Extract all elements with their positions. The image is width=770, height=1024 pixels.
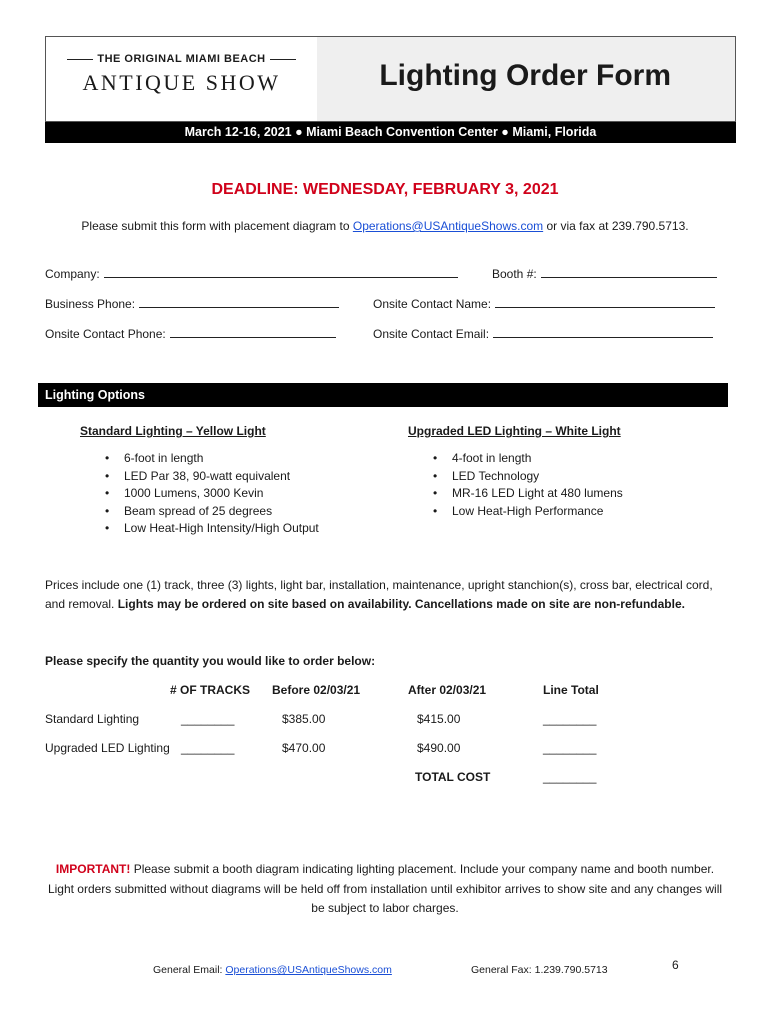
standard-lighting-list	[100, 450, 319, 538]
business-phone-field[interactable]: Business Phone:	[45, 297, 339, 311]
upgraded-lighting-heading: Upgraded LED Lighting – White Light	[408, 424, 621, 438]
list-item: • Beam spread of 25 degrees	[105, 503, 273, 518]
onsite-contact-email-input-line[interactable]	[493, 327, 713, 338]
booth-field[interactable]: Booth #:	[492, 267, 717, 281]
list-item: • 6-foot in length	[105, 451, 204, 465]
booth-input-line[interactable]	[541, 267, 717, 278]
important-note: IMPORTANT! Please submit a booth diagram indicating lighting placement. Include your company name and booth number. Light orders submitted without diagrams will be held off from installation until exhibitor arrives to show site and any changes will be subject to labor charges.	[47, 862, 723, 915]
submit-instructions: Please submit this form with placement diagram to Operations@USAntiqueShows.com or via fax at 239.790.5713.	[81, 219, 689, 233]
footer-email-link[interactable]: Operations@USAntiqueShows.com	[225, 964, 392, 976]
row-upgraded-total[interactable]: ________	[543, 741, 597, 755]
company-field[interactable]: Company:	[45, 267, 458, 281]
row-upgraded-label: Upgraded LED Lighting	[45, 741, 170, 755]
row-standard-label: Standard Lighting	[45, 712, 140, 726]
onsite-contact-phone-field[interactable]: Onsite Contact Phone:	[45, 327, 336, 341]
row-standard-after: $415.00	[417, 712, 461, 726]
standard-lighting-heading: Standard Lighting – Yellow Light	[80, 424, 266, 438]
list-item: • MR-16 LED Light at 480 lumens	[433, 486, 623, 500]
list-item: • LED Par 38, 90-watt equivalent	[105, 468, 291, 483]
pricing-note: Prices include one (1) track, three (3) lights, light bar, installation, maintenance, upright stanchion(s), cross bar, electrical cord, and removal. Lights may be ordered on site based on availability. Cancellations made on site are non-refundable.	[45, 578, 713, 611]
event-date-bar: March 12-16, 2021 ● Miami Beach Convention Center ● Miami, Florida	[45, 122, 736, 143]
page-number: 6	[672, 958, 679, 972]
onsite-contact-name-field[interactable]: Onsite Contact Name:	[373, 297, 715, 311]
title-panel	[317, 37, 735, 121]
col-tracks-header: # OF TRACKS	[170, 683, 251, 697]
company-input-line[interactable]	[104, 267, 458, 278]
total-cost-label: TOTAL COST	[415, 770, 491, 784]
list-item: • Low Heat-High Intensity/High Output	[105, 521, 319, 535]
page-title: Lighting Order Form	[379, 59, 671, 92]
logo-wordmark: ANTIQUE SHOW	[82, 70, 281, 95]
onsite-contact-phone-input-line[interactable]	[170, 327, 336, 338]
list-item: • LED Technology	[433, 468, 540, 483]
show-logo	[46, 37, 318, 121]
total-cost-value[interactable]: ________	[543, 770, 597, 784]
list-item: • 4-foot in length	[433, 451, 532, 465]
footer-email: General Email: Operations@USAntiqueShows.com	[153, 964, 392, 976]
form-header	[45, 36, 736, 122]
business-phone-input-line[interactable]	[139, 297, 339, 308]
col-after-header: After 02/03/21	[408, 683, 487, 697]
list-item: • Low Heat-High Performance	[433, 503, 604, 518]
footer-fax: General Fax: 1.239.790.5713	[471, 964, 608, 976]
onsite-contact-name-input-line[interactable]	[495, 297, 715, 308]
row-standard-tracks[interactable]: ________	[181, 712, 235, 726]
col-total-header: Line Total	[543, 683, 599, 697]
row-upgraded-after: $490.00	[417, 741, 461, 755]
upgraded-lighting-list	[428, 450, 623, 520]
list-item: • 1000 Lumens, 3000 Kevin	[105, 486, 264, 500]
deadline-heading: DEADLINE: WEDNESDAY, FEBRUARY 3, 2021	[211, 181, 559, 198]
row-standard-before: $385.00	[282, 712, 326, 726]
important-label: IMPORTANT!	[55, 862, 131, 876]
logo-tagline: THE ORIGINAL MIAMI BEACH	[97, 53, 266, 65]
operations-email-link[interactable]: Operations@USAntiqueShows.com	[352, 219, 544, 233]
onsite-contact-email-field[interactable]: Onsite Contact Email:	[373, 327, 713, 341]
col-before-header: Before 02/03/21	[272, 683, 361, 697]
row-upgraded-before: $470.00	[282, 741, 326, 755]
order-prompt: Please specify the quantity you would like to order below:	[45, 654, 376, 668]
row-standard-total[interactable]: ________	[543, 712, 597, 726]
row-upgraded-tracks[interactable]: ________	[181, 741, 235, 755]
lighting-options-bar: Lighting Options	[38, 383, 728, 407]
